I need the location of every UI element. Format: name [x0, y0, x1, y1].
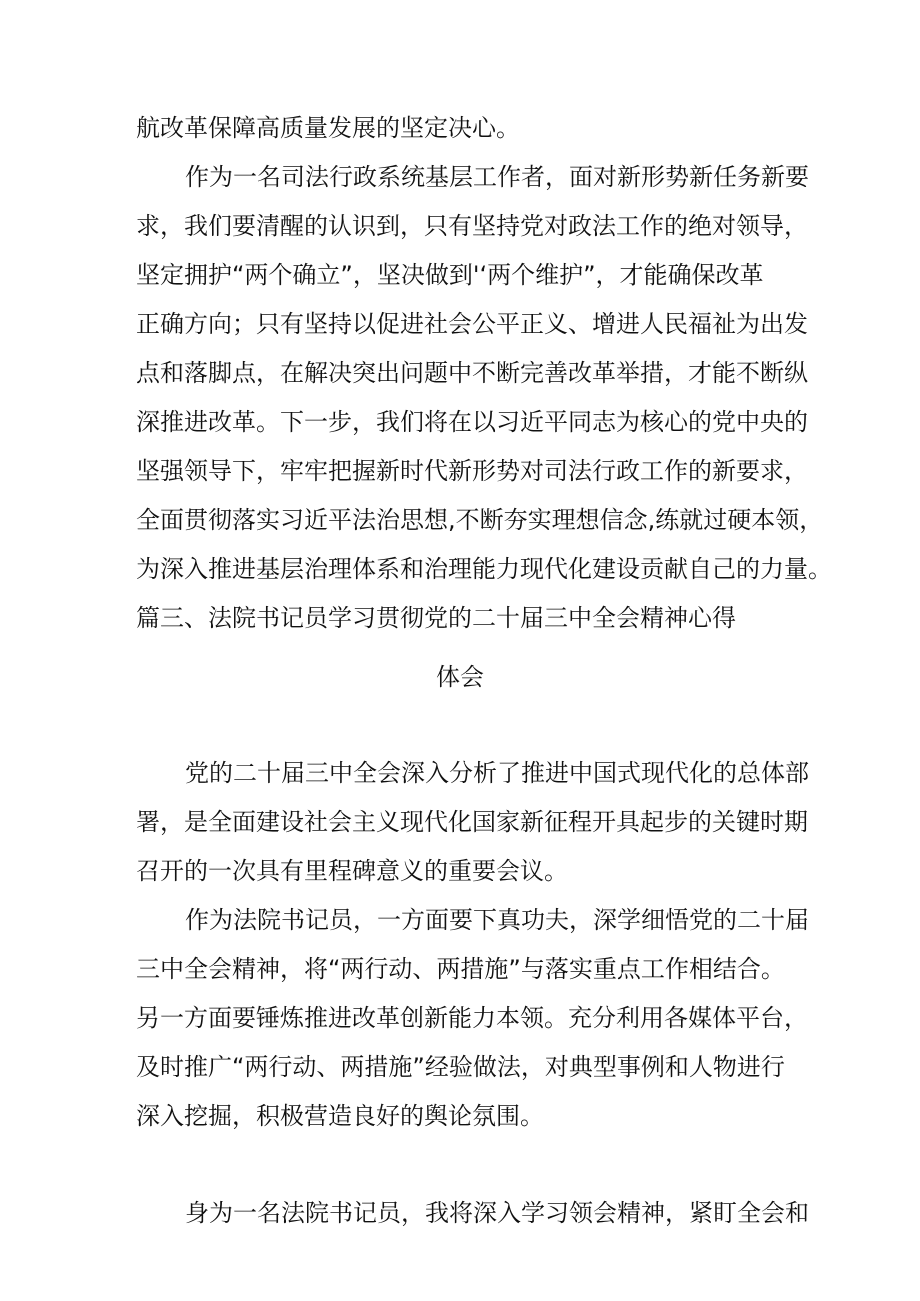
paragraph-first-line: 作为一名司法行政系统基层工作者，面对新形势新任务新要	[185, 163, 809, 191]
section-title-continuation: 体会	[436, 663, 484, 691]
paragraph-line: 署，是全面建设社会主义现代化国家新征程开具起步的关键时期	[136, 808, 808, 836]
paragraph-line: 航改革保障高质量发展的坚定决心。	[136, 114, 520, 142]
paragraph-line: 正确方向；只有坚持以促进社会公平正义、增进人民福祉为出发	[136, 310, 808, 338]
paragraph-line: 另一方面要锤炼推进改革创新能力本领。充分利用各媒体平台，	[136, 1004, 808, 1032]
paragraph-line: 深推进改革。下一步，我们将在以习近平同志为核心的党中央的	[136, 408, 808, 436]
paragraph-line: 全面贯彻落实习近平法治思想,不断夯实理想信念,练就过硬本领，	[136, 506, 824, 534]
paragraph-line: 为深入推进基层治理体系和治理能力现代化建设贡献自己的力量。	[136, 555, 832, 583]
paragraph-line: 点和落脚点，在解决突出问题中不断完善改革举措，才能不断纵	[136, 359, 808, 387]
paragraph-line: 三中全会精神，将“两行动、两措施”与落实重点工作相结合。	[136, 955, 785, 983]
paragraph-first-line: 身为一名法院书记员，我将深入学习领会精神，紧盯全会和	[185, 1199, 809, 1227]
paragraph-first-line: 作为法院书记员，一方面要下真功夫，深学细悟党的二十届	[185, 906, 809, 934]
paragraph-line: 深入挖掘，积极营造良好的舆论氛围。	[136, 1102, 544, 1130]
section-title: 篇三、法院书记员学习贯彻党的二十届三中全会精神心得	[136, 604, 736, 632]
paragraph-line: 坚定拥护“两个确立”，坚决做到'‘两个维护”，才能确保改革	[136, 261, 764, 289]
paragraph-line: 坚强领导下，牢牢把握新时代新形势对司法行政工作的新要求，	[136, 457, 808, 485]
paragraph-line: 及时推广“两行动、两措施”经验做法，对典型事例和人物进行	[136, 1053, 785, 1081]
paragraph-line: 求，我们要清醒的认识到，只有坚持党对政法工作的绝对领导，	[136, 212, 808, 240]
paragraph-line: 召开的一次具有里程碑意义的重要会议。	[136, 857, 568, 885]
paragraph-first-line: 党的二十届三中全会深入分析了推进中国式现代化的总体部	[185, 759, 809, 787]
